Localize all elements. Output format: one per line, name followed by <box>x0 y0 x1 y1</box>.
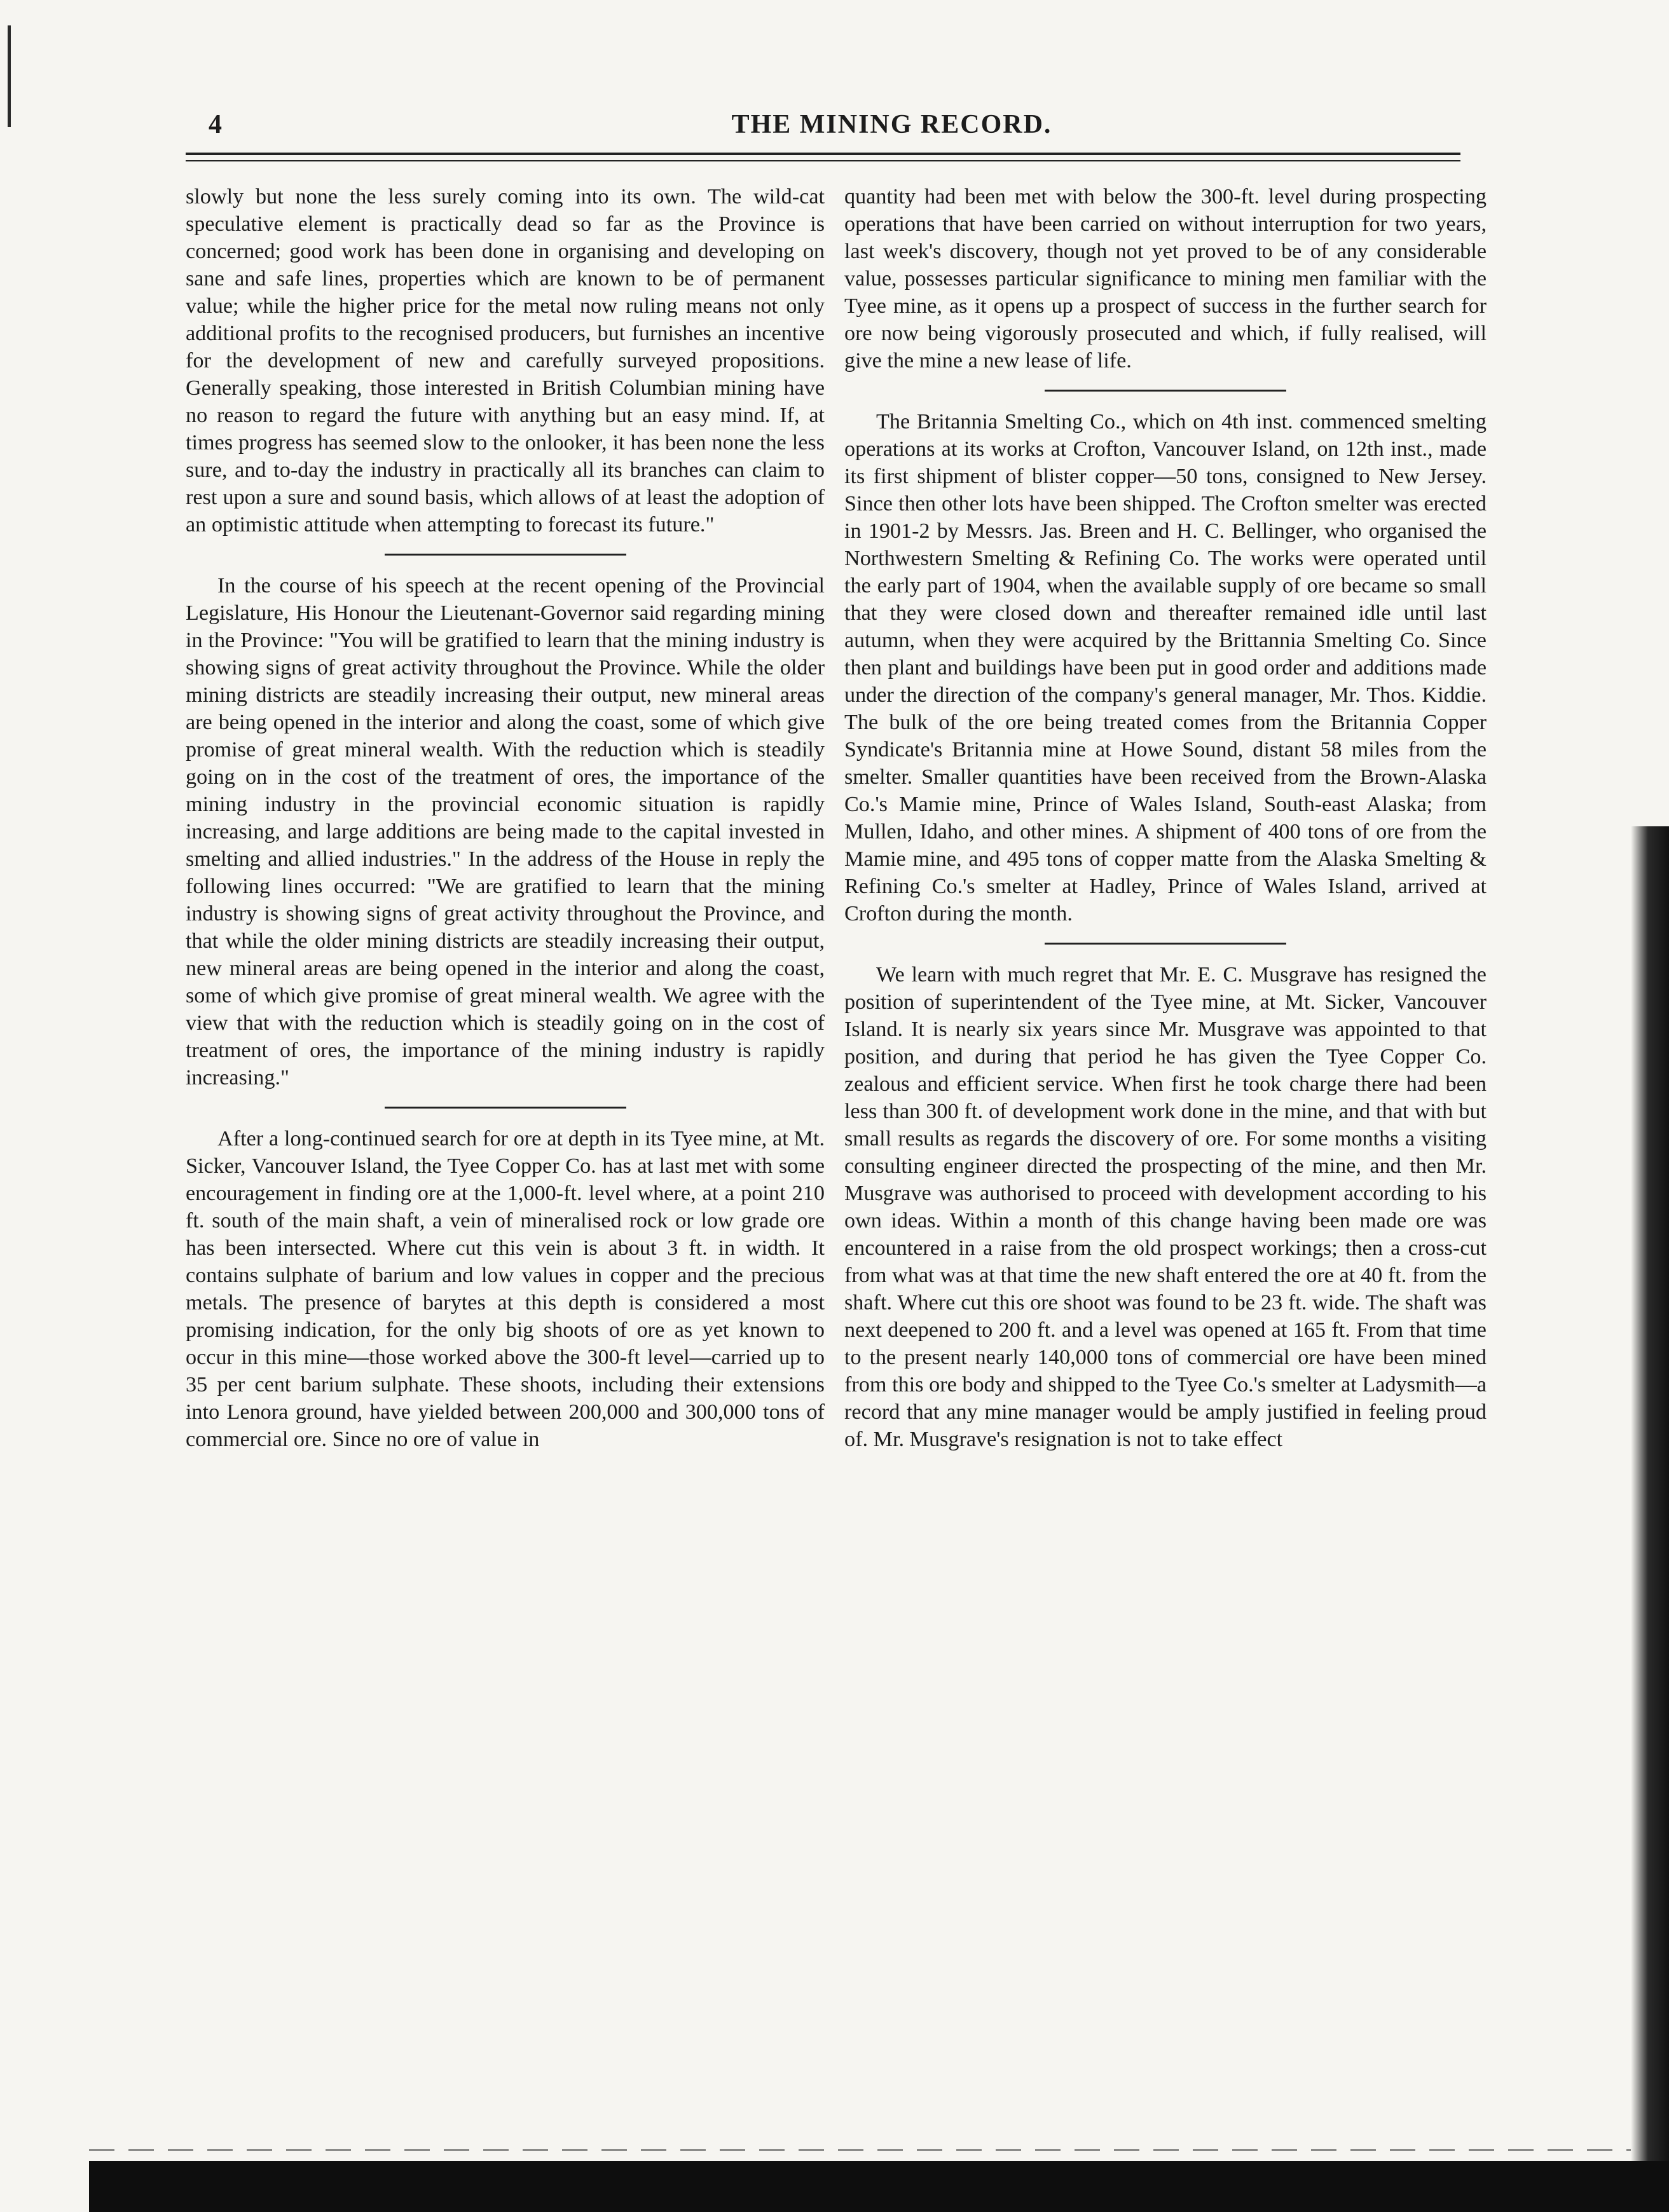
bottom-scan-edge <box>89 2161 1669 2212</box>
section-divider <box>385 554 626 556</box>
header-rule-thick <box>186 153 1460 155</box>
right-scan-edge <box>1631 826 1669 2212</box>
paragraph-right-3: We learn with much regret that Mr. E. C. Musgrave has resigned the position of superintendent of the Tyee mine, at Mt. Sicker, Vancouver Island. It is nearly six years since Mr. Musgrave was appointed to that position, and during that period he has given the Tyee Copper Co. zealous and efficient service. When first he took charge there had been less than 300 ft. of development work done in the mine, and that with but small results as regards the discovery of ore. For some months a visiting consulting engineer directed the prospecting of the mine, and then Mr. Musgrave was authorised to proceed with development according to his own ideas. Within a month of this change having been made ore was encountered in a raise from the old prospect workings; then a cross-cut from what was at that time the new shaft entered the ore at 40 ft. from the shaft. Where cut this ore shoot was found to be 23 ft. wide. The shaft was next deepened to 200 ft. and a level was opened at 165 ft. From that time to the present nearly 140,000 tons of commercial ore have been mined from this ore body and shipped to the Tyee Co.'s smelter at Ladysmith—a record that any mine manager would be amply justified in feeling proud of. Mr. Musgrave's resignation is not to take effect <box>844 963 1487 1451</box>
right-column <box>844 183 1487 1453</box>
page-number: 4 <box>209 110 222 139</box>
left-column <box>186 183 825 1453</box>
paragraph-left-3: After a long-continued search for ore at depth in its Tyee mine, at Mt. Sicker, Vancouver Island, the Tyee Copper Co. has at last met with some encouragement in finding ore at the 1,000-ft. level where, at a point 210 ft. south of the main shaft, a vein of mineralised rock or low grade ore has been intersected. Where cut this vein is about 3 ft. in width. It contains sulphate of barium and low values in copper and the precious metals. The presence of barytes at this depth is considered a most promising indication, for the only big shoots of ore as yet known to occur in this mine—those worked above the 300-ft level—carried up to 35 per cent barium sulphate. These shoots, including their extensions into Lenora ground, have yielded between 200,000 and 300,000 tons of commercial ore. Since no ore of value in <box>186 1127 825 1451</box>
paragraph-right-2: The Britannia Smelting Co., which on 4th inst. commenced smelting operations at its works at Crofton, Vancouver Island, on 12th inst., made its first shipment of blister copper—50 tons, consigned to New Jersey. Since then other lots have been shipped. The Crofton smelter was erected in 1901-2 by Messrs. Jas. Breen and H. C. Bellinger, who organised the Northwestern Smelting & Refining Co. The works were operated until the early part of 1904, when the available supply of ore became so small that they were closed down and thereafter remained idle until last autumn, when they were acquired by the Brittannia Smelting Co. Since then plant and buildings have been put in good order and additions made under the direction of the company's general manager, Mr. Thos. Kiddie. The bulk of the ore being treated comes from the Britannia Copper Syndicate's Britannia mine at Howe Sound, distant 58 miles from the smelter. Smaller quantities have been received from the Brown-Alaska Co.'s Mamie mine, Prince of Wales Island, South-east Alaska; from Mullen, Idaho, and other mines. A shipment of 400 tons of ore from the Mamie mine, and 495 tons of copper matte from the Alaska Smelting & Refining Co.'s smelter at Hadley, Prince of Wales Island, arrived at Crofton during the month. <box>844 410 1487 925</box>
page-title: THE MINING RECORD. <box>731 110 1052 139</box>
paragraph-left-2: In the course of his speech at the recent opening of the Provincial Legislature, His Honour the Lieutenant-Governor said regarding mining in the Province: "You will be gratified to learn that the mining industry is showing signs of great activity throughout the Province. While the older mining districts are steadily increasing their output, new mineral areas are being opened in the interior and along the coast, some of which give promise of great mineral wealth. With the reduction which is steadily going on in the cost of the treatment of ores, the importance of the mining industry in the provincial economic situation is rapidly increasing, and large additions are being made to the capital invested in smelting and allied industries." In the address of the House in reply the following lines occurred: "We are gratified to learn that the mining industry is showing signs of great activity throughout the Province, and that while the older mining districts are steadily increasing their output, new mineral areas are being opened in the interior and along the coast, some of which give promise of great mineral wealth. We agree with the view that with the reduction which is steadily going on in the cost of treatment of ores, the importance of the mining industry is rapidly increasing." <box>186 574 825 1089</box>
section-divider <box>1045 943 1286 945</box>
section-divider <box>1045 390 1286 392</box>
bottom-scan-streak <box>89 2149 1631 2151</box>
paragraph-left-1: slowly but none the less surely coming into its own. The wild-cat speculative element is practically dead so far as the Province is concerned; good work has been done in organising and developing on sane and safe lines, properties which are known to be of permanent value; while the higher price for the metal now ruling means not only additional profits to the recognised producers, but furnishes an incentive for the development of new and carefully surveyed propositions. Generally speaking, those interested in British Columbian mining have no reason to regard the future with anything but an easy mind. If, at times progress has seemed slow to the onlooker, it has been none the less sure, and to-day the industry in practically all its branches can claim to rest upon a sure and sound basis, which allows of at least the adoption of an optimistic attitude when attempting to forecast its future." <box>186 185 825 536</box>
section-divider <box>385 1107 626 1109</box>
header-rule-thin <box>186 160 1460 161</box>
paragraph-right-1: quantity had been met with below the 300-ft. level during prospecting operations that have been carried on without interruption for two years, last week's discovery, though not yet proved to be of any considerable value, possesses particular significance to mining men familiar with the Tyee mine, as it opens up a prospect of success in the further search for ore now being vigorously prosecuted and which, if fully realised, will give the mine a new lease of life. <box>844 185 1487 372</box>
